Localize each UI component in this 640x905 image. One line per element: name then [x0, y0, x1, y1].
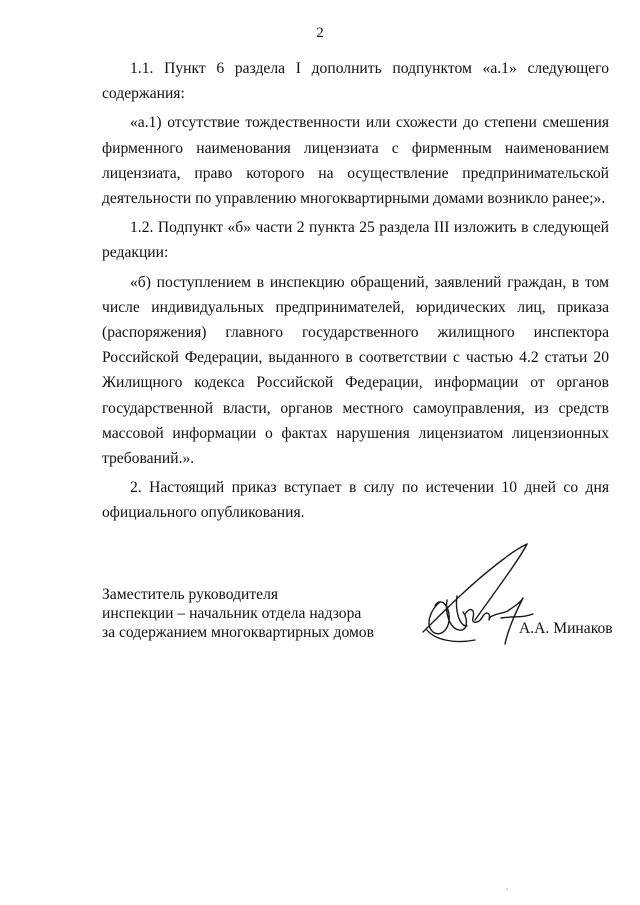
paragraph-a1-text: «а.1) отсутствие тождественности или схожести до степени смешения фирменного наименования лицензиата с фирменным наименованием лицензиата, право которого на осуществление предпринимательской деятельности по управлению многоквартирными домами возникло ранее;».	[102, 114, 609, 208]
signer-name: А.А. Минаков	[519, 620, 613, 637]
signature-stroke	[456, 596, 467, 626]
paragraph-2: 2. Настоящий приказ вступает в силу по истечении 10 дней со дня официального опубликования.	[102, 479, 609, 522]
paragraph-b-text: «б) поступлением в инспекцию обращений, заявлений граждан, в том числе индивидуальных предпринимателей, юридических лиц, приказа (распоряжения) главного государственного жилищного инспектора Российской Федерации, выданного в соответствии с частью 4.2 статьи 20 Жилищного кодекса Российской Федерации, информации от органов государственной власти, органов местного самоуправления, из средств массовой информации о фактах нарушения лицензиатом лицензионных требований.».	[102, 273, 609, 468]
signer-position-line: за содержанием многоквартирных домов	[102, 624, 374, 641]
scan-artifact	[506, 888, 508, 890]
document-body	[102, 56, 609, 526]
paragraph-1-2: 1.2. Подпункт «б» части 2 пункта 25 раздела III изложить в следующей редакции:	[102, 219, 609, 262]
signature-stroke	[475, 544, 527, 620]
signer-position-line: инспекции – начальник отдела надзора	[102, 605, 362, 622]
signature-stroke	[427, 630, 475, 642]
signature-stroke	[501, 614, 533, 618]
page-number: 2	[316, 25, 324, 41]
paragraph-1-1: 1.1. Пункт 6 раздела I дополнить подпунктом «а.1» следующего содержания:	[102, 60, 609, 103]
signer-position-line: Заместитель руководителя	[102, 586, 279, 603]
signer-position	[102, 585, 374, 642]
